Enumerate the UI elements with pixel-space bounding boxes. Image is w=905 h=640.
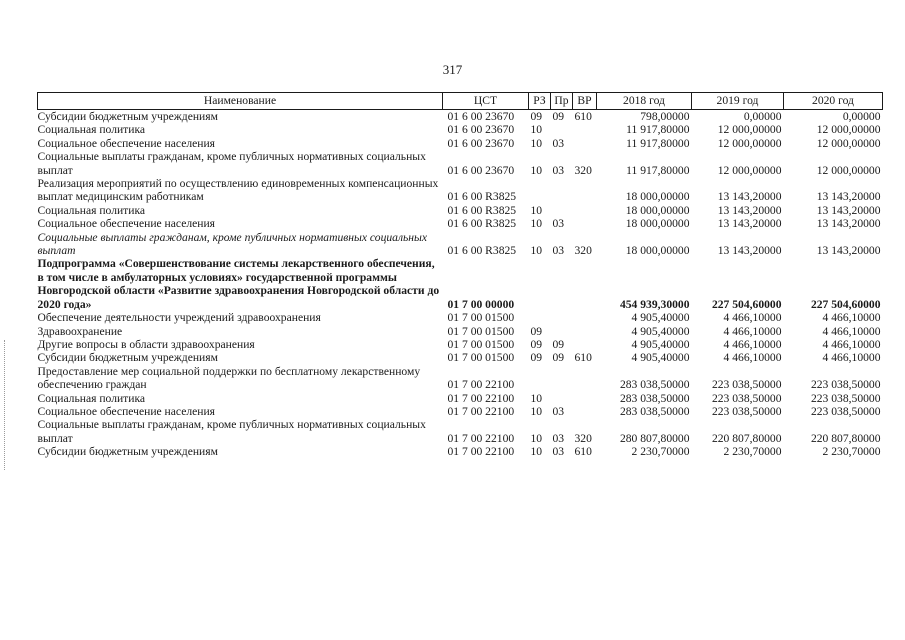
cell-rz bbox=[529, 177, 551, 204]
cell-name: Другие вопросы в области здравоохранения bbox=[37, 337, 255, 351]
cell-pr: 09 bbox=[552, 351, 565, 365]
table-row bbox=[38, 351, 883, 364]
cell-cst: 01 7 00 01500 bbox=[447, 311, 515, 325]
cell-pr bbox=[551, 123, 573, 136]
cell-name: Социальные выплаты гражданам, кроме публичных нормативных социальных выплат bbox=[37, 230, 428, 258]
cell-2020: 227 504,60000 bbox=[810, 297, 881, 311]
header-vr: ВР bbox=[573, 93, 597, 110]
cell-vr: 320 bbox=[574, 244, 592, 258]
cell-pr: 03 bbox=[552, 445, 565, 459]
cell-cst: 01 6 00 23670 bbox=[447, 110, 515, 123]
cell-vr bbox=[573, 325, 597, 338]
cell-2020: 13 143,20000 bbox=[816, 190, 881, 204]
cell-rz: 09 bbox=[530, 351, 543, 365]
cell-name: Социальное обеспечение населения bbox=[37, 217, 216, 231]
cell-2020: 12 000,00000 bbox=[816, 163, 881, 177]
cell-rz: 10 bbox=[530, 217, 543, 231]
cell-cst: 01 7 00 22100 bbox=[447, 431, 515, 445]
cell-cst: 01 7 00 00000 bbox=[447, 297, 515, 311]
header-2020: 2020 год bbox=[784, 93, 883, 110]
cell-rz: 10 bbox=[530, 203, 543, 217]
table-row bbox=[38, 311, 883, 324]
cell-2020: 2 230,70000 bbox=[822, 445, 881, 459]
table-row bbox=[38, 365, 883, 392]
cell-name: Предоставление мер социальной поддержки по бесплатному лекарственному обеспечению граждан bbox=[37, 364, 421, 392]
cell-2018: 18 000,00000 bbox=[625, 203, 690, 217]
cell-vr bbox=[573, 204, 597, 217]
cell-2019: 4 466,10000 bbox=[723, 311, 782, 325]
cell-rz: 09 bbox=[530, 337, 543, 351]
cell-vr: 320 bbox=[574, 431, 592, 445]
cell-cst: 01 6 00 23670 bbox=[447, 123, 515, 137]
header-2018: 2018 год bbox=[597, 93, 692, 110]
cell-2018: 283 038,50000 bbox=[619, 404, 690, 418]
budget-table bbox=[37, 92, 883, 459]
cell-2020: 12 000,00000 bbox=[816, 136, 881, 150]
cell-2018: 11 917,80000 bbox=[626, 163, 690, 177]
cell-pr: 03 bbox=[552, 217, 565, 231]
cell-2020: 223 038,50000 bbox=[810, 378, 881, 392]
cell-vr bbox=[573, 177, 597, 204]
cell-2019: 13 143,20000 bbox=[717, 217, 782, 231]
cell-cst: 01 6 00 R3825 bbox=[447, 217, 517, 231]
cell-2018: 454 939,30000 bbox=[619, 297, 690, 311]
cell-name: Обеспечение деятельности учреждений здравоохранения bbox=[37, 311, 321, 325]
scan-margin-marks bbox=[4, 340, 6, 470]
cell-rz bbox=[529, 311, 551, 324]
cell-vr: 610 bbox=[574, 351, 592, 365]
cell-2019: 227 504,60000 bbox=[711, 297, 782, 311]
cell-2020: 4 466,10000 bbox=[822, 337, 881, 351]
cell-2020: 0,00000 bbox=[842, 110, 881, 123]
cell-vr bbox=[573, 217, 597, 230]
cell-2019: 223 038,50000 bbox=[711, 391, 782, 405]
cell-pr: 03 bbox=[552, 136, 565, 150]
cell-2019: 220 807,80000 bbox=[711, 431, 782, 445]
table-row bbox=[38, 325, 883, 338]
cell-rz bbox=[529, 365, 551, 392]
cell-2018: 4 905,40000 bbox=[631, 311, 690, 325]
cell-name: Здравоохранение bbox=[37, 324, 123, 338]
table-row bbox=[38, 257, 883, 311]
cell-cst: 01 7 00 22100 bbox=[447, 445, 515, 459]
cell-vr bbox=[573, 392, 597, 405]
header-2019: 2019 год bbox=[692, 93, 784, 110]
cell-2020: 13 143,20000 bbox=[816, 203, 881, 217]
cell-2019: 12 000,00000 bbox=[717, 163, 782, 177]
cell-name: Социальное обеспечение населения bbox=[37, 136, 216, 150]
table-row bbox=[38, 445, 883, 458]
cell-pr: 09 bbox=[552, 337, 565, 351]
cell-cst: 01 7 00 01500 bbox=[447, 337, 515, 351]
cell-name: Подпрограмма «Совершенствование системы лекарственного обеспечения, в том числе в амбулаторных условиях» государственной программы Новгородской области «Развитие здравоохранения Новгородской области до 2020 года» bbox=[37, 257, 440, 311]
cell-2019: 4 466,10000 bbox=[723, 351, 782, 365]
cell-rz: 10 bbox=[530, 123, 543, 137]
cell-vr bbox=[573, 405, 597, 418]
cell-2020: 12 000,00000 bbox=[816, 123, 881, 137]
cell-2020: 220 807,80000 bbox=[810, 431, 881, 445]
cell-vr: 610 bbox=[574, 445, 592, 459]
cell-pr: 03 bbox=[552, 244, 565, 258]
table-row bbox=[38, 392, 883, 405]
cell-name: Реализация мероприятий по осуществлению единовременных компенсационных выплат медицинским работникам bbox=[37, 177, 439, 204]
table-row bbox=[38, 338, 883, 351]
cell-2019: 13 143,20000 bbox=[717, 190, 782, 204]
cell-pr bbox=[551, 177, 573, 204]
table-row bbox=[38, 405, 883, 418]
cell-2018: 280 807,80000 bbox=[619, 431, 690, 445]
cell-pr: 03 bbox=[552, 163, 565, 177]
cell-name: Социальные выплаты гражданам, кроме публичных нормативных социальных выплат bbox=[37, 418, 426, 445]
cell-cst: 01 7 00 22100 bbox=[447, 391, 515, 405]
cell-cst: 01 7 00 22100 bbox=[447, 404, 515, 418]
cell-rz: 10 bbox=[530, 136, 543, 150]
cell-cst: 01 7 00 22100 bbox=[447, 378, 515, 392]
cell-2018: 4 905,40000 bbox=[631, 351, 690, 365]
cell-rz: 09 bbox=[530, 110, 543, 123]
cell-name: Социальная политика bbox=[37, 123, 146, 137]
cell-rz: 10 bbox=[530, 244, 543, 258]
cell-2019: 4 466,10000 bbox=[723, 337, 782, 351]
cell-pr bbox=[551, 257, 573, 311]
cell-2018: 4 905,40000 bbox=[631, 324, 690, 338]
cell-2018: 11 917,80000 bbox=[626, 123, 690, 137]
cell-cst: 01 7 00 01500 bbox=[447, 324, 515, 338]
header-rz: РЗ bbox=[529, 93, 551, 110]
cell-rz bbox=[529, 257, 551, 311]
table-row bbox=[38, 217, 883, 230]
table-row bbox=[38, 123, 883, 136]
cell-2019: 12 000,00000 bbox=[717, 123, 782, 137]
cell-2020: 223 038,50000 bbox=[810, 391, 881, 405]
table-row bbox=[38, 150, 883, 177]
cell-vr bbox=[573, 311, 597, 324]
header-pr: Пр bbox=[551, 93, 573, 110]
cell-name: Социальная политика bbox=[37, 391, 146, 405]
table-row bbox=[38, 177, 883, 204]
cell-2018: 283 038,50000 bbox=[619, 378, 690, 392]
cell-cst: 01 6 00 23670 bbox=[447, 136, 515, 150]
cell-cst: 01 6 00 23670 bbox=[447, 163, 515, 177]
cell-2019: 0,00000 bbox=[743, 110, 782, 123]
cell-2018: 283 038,50000 bbox=[619, 391, 690, 405]
cell-vr bbox=[573, 365, 597, 392]
cell-2020: 4 466,10000 bbox=[822, 351, 881, 365]
cell-cst: 01 6 00 R3825 bbox=[447, 244, 517, 258]
cell-name: Субсидии бюджетным учреждениям bbox=[37, 110, 218, 123]
cell-2019: 13 143,20000 bbox=[717, 244, 782, 258]
cell-name: Социальные выплаты гражданам, кроме публичных нормативных социальных выплат bbox=[37, 150, 426, 177]
cell-pr: 09 bbox=[552, 110, 565, 123]
table-row bbox=[38, 418, 883, 445]
cell-2018: 11 917,80000 bbox=[626, 136, 690, 150]
cell-2019: 12 000,00000 bbox=[717, 136, 782, 150]
cell-2020: 4 466,10000 bbox=[822, 311, 881, 325]
cell-rz: 10 bbox=[530, 431, 543, 445]
cell-2018: 18 000,00000 bbox=[625, 217, 690, 231]
cell-2019: 223 038,50000 bbox=[711, 378, 782, 392]
cell-vr: 320 bbox=[574, 163, 592, 177]
cell-pr bbox=[551, 311, 573, 324]
cell-vr: 610 bbox=[574, 110, 592, 123]
cell-vr bbox=[573, 123, 597, 136]
cell-rz: 10 bbox=[530, 445, 543, 459]
cell-2018: 4 905,40000 bbox=[631, 337, 690, 351]
cell-rz: 09 bbox=[530, 324, 543, 338]
cell-2019: 2 230,70000 bbox=[723, 445, 782, 459]
cell-2018: 798,00000 bbox=[640, 110, 690, 123]
cell-cst: 01 6 00 R3825 bbox=[447, 190, 517, 204]
cell-name: Социальная политика bbox=[37, 203, 146, 217]
cell-name: Социальное обеспечение населения bbox=[37, 404, 216, 418]
cell-2020: 13 143,20000 bbox=[816, 244, 881, 258]
cell-rz: 10 bbox=[530, 404, 543, 418]
cell-pr: 03 bbox=[552, 431, 565, 445]
cell-2020: 223 038,50000 bbox=[810, 404, 881, 418]
cell-2019: 4 466,10000 bbox=[723, 324, 782, 338]
cell-pr bbox=[551, 392, 573, 405]
cell-rz: 10 bbox=[530, 163, 543, 177]
cell-2019: 13 143,20000 bbox=[717, 203, 782, 217]
cell-name: Субсидии бюджетным учреждениям bbox=[37, 351, 218, 365]
cell-pr bbox=[551, 365, 573, 392]
cell-2018: 2 230,70000 bbox=[631, 445, 690, 459]
table-header-row bbox=[38, 93, 883, 110]
cell-rz: 10 bbox=[530, 391, 543, 405]
table-body bbox=[38, 110, 883, 459]
cell-cst: 01 7 00 01500 bbox=[447, 351, 515, 365]
header-name: Наименование bbox=[38, 93, 443, 110]
table-row bbox=[38, 137, 883, 150]
cell-pr bbox=[551, 325, 573, 338]
table-row bbox=[38, 110, 883, 124]
cell-vr bbox=[573, 137, 597, 150]
cell-2018: 18 000,00000 bbox=[625, 190, 690, 204]
cell-2018: 18 000,00000 bbox=[625, 244, 690, 258]
page-number: 317 bbox=[442, 62, 463, 77]
cell-2020: 4 466,10000 bbox=[822, 324, 881, 338]
cell-2020: 13 143,20000 bbox=[816, 217, 881, 231]
table-row bbox=[38, 204, 883, 217]
header-cst: ЦСТ bbox=[443, 93, 529, 110]
cell-pr bbox=[551, 204, 573, 217]
cell-vr bbox=[573, 257, 597, 311]
cell-pr: 03 bbox=[552, 404, 565, 418]
cell-2019: 223 038,50000 bbox=[711, 404, 782, 418]
cell-vr bbox=[573, 338, 597, 351]
cell-name: Субсидии бюджетным учреждениям bbox=[37, 445, 218, 459]
cell-cst: 01 6 00 R3825 bbox=[447, 203, 517, 217]
table-row bbox=[38, 231, 883, 258]
